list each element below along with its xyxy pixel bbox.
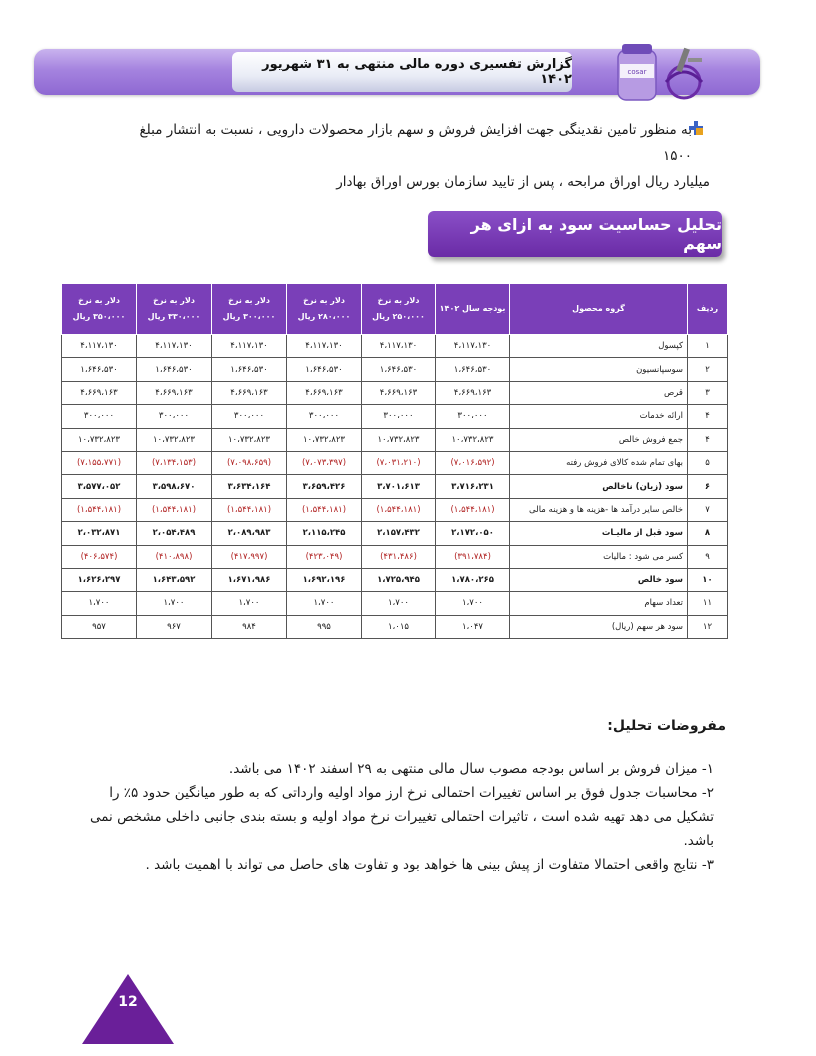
table-row (62, 358, 728, 381)
product-group-cell: تعداد سهام (510, 592, 688, 615)
budget-cell: ۲،۱۷۲،۰۵۰ (436, 522, 510, 545)
budget-cell: ۳۰۰،۰۰۰ (436, 405, 510, 428)
rate-value-cell: ۹۸۴ (212, 615, 287, 638)
product-group-cell: جمع فروش خالص (510, 428, 688, 451)
rate-value-cell: (۱،۵۴۴،۱۸۱) (212, 498, 287, 521)
row-number-cell: ۲ (688, 358, 728, 381)
table-row (62, 522, 728, 545)
product-group-cell: کسر می شود : مالیات (510, 545, 688, 568)
logo-text: cosar (627, 68, 647, 76)
table-row (62, 381, 728, 404)
product-group-cell: سود خالص (510, 568, 688, 591)
assumption-item-3: ۳- نتایج واقعی احتمالا متفاوت از پیش بینی ها خواهد بود و تفاوت های حاصل می تواند با اهمیت باشد . (145, 857, 714, 873)
rate-value-cell: ۱۰،۷۳۲،۸۲۳ (287, 428, 362, 451)
table-row (62, 335, 728, 358)
product-group-cell: سود قبل از مالیـات (510, 522, 688, 545)
table-row (62, 428, 728, 451)
row-number-cell: ۴ (688, 405, 728, 428)
rate-value-cell: ۳۰۰،۰۰۰ (137, 405, 212, 428)
rate-value-cell: ۴،۱۱۷،۱۳۰ (62, 335, 137, 358)
rate-value-cell: (۷،۰۳۱،۲۱۰) (362, 451, 436, 474)
budget-cell: ۴،۶۶۹،۱۶۳ (436, 381, 510, 404)
rate-value-cell: ۱،۷۰۰ (212, 592, 287, 615)
rate-value-cell: ۲،۰۸۹،۹۸۳ (212, 522, 287, 545)
rate-value-cell: ۴،۱۱۷،۱۳۰ (137, 335, 212, 358)
product-group-cell: سود هر سهم (ریال) (510, 615, 688, 638)
product-group-cell: قرص (510, 381, 688, 404)
rate-value-cell: (۷،۱۳۴،۱۵۳) (137, 451, 212, 474)
section-title: تحلیل حساسیت سود به ازای هر سهم (428, 211, 722, 257)
rate-value-cell: (۱،۵۴۴،۱۸۱) (137, 498, 212, 521)
row-number-cell: ۸ (688, 522, 728, 545)
rate-value-cell: ۳،۶۳۴،۱۶۴ (212, 475, 287, 498)
row-number-cell: ۱۲ (688, 615, 728, 638)
page-number: 12 (118, 994, 138, 1010)
assumption-item-1: ۱- میزان فروش بر اساس بودجه مصوب سال مالی منتهی به ۲۹ اسفند ۱۴۰۲ می باشد. (228, 761, 714, 777)
rate-value-cell: ۱،۰۱۵ (362, 615, 436, 638)
rate-value-cell: ۴،۶۶۹،۱۶۳ (62, 381, 137, 404)
rate-value-cell: (۴۰۶،۵۷۴) (62, 545, 137, 568)
row-number-cell: ۵ (688, 451, 728, 474)
budget-cell: (۳۹۱،۷۸۴) (436, 545, 510, 568)
rate-value-cell: ۱،۷۰۰ (62, 592, 137, 615)
table-row (62, 405, 728, 428)
rate-value-cell: ۳،۶۵۹،۴۲۶ (287, 475, 362, 498)
product-group-cell: کپسول (510, 335, 688, 358)
rate-value-cell: ۲،۰۵۴،۴۸۹ (137, 522, 212, 545)
budget-cell: ۴،۱۱۷،۱۳۰ (436, 335, 510, 358)
rate-value-cell: ۱۰،۷۳۲،۸۲۳ (62, 428, 137, 451)
header-rate-300000: دلار به نرخ ۳۰۰،۰۰۰ ریال (212, 284, 287, 335)
budget-cell: ۳،۷۱۶،۲۳۱ (436, 475, 510, 498)
table-row (62, 592, 728, 615)
company-logo (600, 38, 720, 108)
rate-value-cell: ۱،۶۴۶،۵۳۰ (137, 358, 212, 381)
rate-value-cell: (۱،۵۴۴،۱۸۱) (362, 498, 436, 521)
table-row (62, 545, 728, 568)
rate-value-cell: ۱،۶۴۶،۵۳۰ (212, 358, 287, 381)
page-title: گزارش تفسیری دوره مالی منتهی به ۳۱ شهریور ۱۴۰۲ (262, 57, 572, 87)
table-row (62, 498, 728, 521)
header-row-number: ردیف (688, 284, 728, 335)
assumptions-title: مفروضات تحلیل: (607, 718, 726, 734)
bullet-line-1: به منظور تامین نقدینگی جهت افزایش فروش و سهم بازار محصولات دارویی ، نسبت به انتشار مبلغ ۱۵۰۰ (139, 122, 692, 164)
rate-value-cell: ۹۶۷ (137, 615, 212, 638)
table-header-row (62, 284, 728, 335)
table-row (62, 475, 728, 498)
rate-value-cell: ۴،۶۶۹،۱۶۳ (212, 381, 287, 404)
rate-value-cell: ۱،۶۴۶،۵۳۰ (62, 358, 137, 381)
product-group-cell: سوسپانسیون (510, 358, 688, 381)
rate-value-cell: ۳۰۰،۰۰۰ (362, 405, 436, 428)
rate-value-cell: (۴۲۳،۰۴۹) (287, 545, 362, 568)
sensitivity-table (61, 283, 728, 639)
rate-value-cell: (۱،۵۴۴،۱۸۱) (62, 498, 137, 521)
table-row (62, 568, 728, 591)
row-number-cell: ۱ (688, 335, 728, 358)
row-number-cell: ۱۱ (688, 592, 728, 615)
rate-value-cell: ۳،۵۷۷،۰۵۲ (62, 475, 137, 498)
rate-value-cell: ۱،۷۰۰ (287, 592, 362, 615)
table-row (62, 615, 728, 638)
assumptions-list (86, 757, 714, 877)
table-body (62, 335, 728, 639)
row-number-cell: ۴ (688, 428, 728, 451)
header-rate-280000: دلار به نرخ ۲۸۰،۰۰۰ ریال (287, 284, 362, 335)
row-number-cell: ۹ (688, 545, 728, 568)
product-group-cell: خالص سایر درآمد ها -هزینه ها و هزینه مالی (510, 498, 688, 521)
rate-value-cell: (۴۱۰،۸۹۸) (137, 545, 212, 568)
rate-value-cell: ۱۰،۷۳۲،۸۲۳ (212, 428, 287, 451)
table-row (62, 451, 728, 474)
rate-value-cell: (۴۱۷،۹۹۷) (212, 545, 287, 568)
row-number-cell: ۶ (688, 475, 728, 498)
rate-value-cell: ۲،۰۳۲،۸۷۱ (62, 522, 137, 545)
header-product-group: گروه محصول (510, 284, 688, 335)
rate-value-cell: (۴۳۱،۴۸۶) (362, 545, 436, 568)
budget-cell: ۱،۶۴۶،۵۳۰ (436, 358, 510, 381)
rate-value-cell: ۴،۱۱۷،۱۳۰ (212, 335, 287, 358)
rate-value-cell: ۹۹۵ (287, 615, 362, 638)
rate-value-cell: ۴،۱۱۷،۱۳۰ (362, 335, 436, 358)
rate-value-cell: ۳،۵۹۸،۶۷۰ (137, 475, 212, 498)
rate-value-cell: ۹۵۷ (62, 615, 137, 638)
header-rate-250000: دلار به نرخ ۲۵۰،۰۰۰ ریال (362, 284, 436, 335)
rate-value-cell: ۱،۶۴۶،۵۳۰ (287, 358, 362, 381)
rate-value-cell: ۳۰۰،۰۰۰ (212, 405, 287, 428)
product-group-cell: ارائه خدمات (510, 405, 688, 428)
rate-value-cell: ۳۰۰،۰۰۰ (62, 405, 137, 428)
header-rate-350000: دلار به نرخ ۳۵۰،۰۰۰ ریال (62, 284, 137, 335)
rate-value-cell: ۴،۶۶۹،۱۶۳ (362, 381, 436, 404)
row-number-cell: ۱۰ (688, 568, 728, 591)
rate-value-cell: ۱۰،۷۳۲،۸۲۳ (362, 428, 436, 451)
rate-value-cell: ۴،۶۶۹،۱۶۳ (137, 381, 212, 404)
product-group-cell: سود (زیان) ناخالص (510, 475, 688, 498)
rate-value-cell: (۱،۵۴۴،۱۸۱) (287, 498, 362, 521)
budget-cell: (۷،۰۱۶،۵۹۲) (436, 451, 510, 474)
rate-value-cell: ۱،۶۲۶،۲۹۷ (62, 568, 137, 591)
rate-value-cell: ۱،۷۰۰ (362, 592, 436, 615)
budget-cell: ۱،۰۴۷ (436, 615, 510, 638)
bullet-line-2: میلیارد ریال اوراق مرابحه ، پس از تایید سازمان بورس اوراق بهادار (336, 174, 710, 190)
budget-cell: (۱،۵۴۴،۱۸۱) (436, 498, 510, 521)
rate-value-cell: ۱،۶۴۳،۵۹۲ (137, 568, 212, 591)
rate-value-cell: ۱،۶۷۱،۹۸۶ (212, 568, 287, 591)
rate-value-cell: ۳،۷۰۱،۶۱۳ (362, 475, 436, 498)
rate-value-cell: ۱،۶۴۶،۵۳۰ (362, 358, 436, 381)
rate-value-cell: ۲،۱۱۵،۲۴۵ (287, 522, 362, 545)
assumption-item-2: ۲- محاسبات جدول فوق بر اساس تغییرات احتمالی نرخ ارز مواد اولیه وارداتی که به طور میانگین حدود ۵٪ را تشکیل می دهد تهیه شده است ، تاثیرات احتمالی تغییرات نرخ مواد اولیه و بسته بندی جانبی داخلی مشخص نمی باشد. (89, 785, 714, 849)
header-rate-330000: دلار به نرخ ۳۳۰،۰۰۰ ریال (137, 284, 212, 335)
budget-cell: ۱۰،۷۳۲،۸۲۳ (436, 428, 510, 451)
rate-value-cell: (۷،۱۵۵،۷۷۱) (62, 451, 137, 474)
rate-value-cell: ۱،۷۰۰ (137, 592, 212, 615)
rate-value-cell: (۷،۰۹۸،۶۵۹) (212, 451, 287, 474)
budget-cell: ۱،۷۰۰ (436, 592, 510, 615)
product-group-cell: بهای تمام شده کالای فروش رفته (510, 451, 688, 474)
bullet-paragraph (110, 117, 710, 195)
rate-value-cell: ۱،۶۹۲،۱۹۶ (287, 568, 362, 591)
budget-cell: ۱،۷۸۰،۲۶۵ (436, 568, 510, 591)
rate-value-cell: ۴،۱۱۷،۱۳۰ (287, 335, 362, 358)
rate-value-cell: ۱،۷۲۵،۹۴۵ (362, 568, 436, 591)
row-number-cell: ۳ (688, 381, 728, 404)
row-number-cell: ۷ (688, 498, 728, 521)
rate-value-cell: ۲،۱۵۷،۴۳۲ (362, 522, 436, 545)
rate-value-cell: ۳۰۰،۰۰۰ (287, 405, 362, 428)
header-budget: بودجه سال ۱۴۰۲ (436, 284, 510, 335)
rate-value-cell: (۷،۰۷۳،۳۹۷) (287, 451, 362, 474)
rate-value-cell: ۱۰،۷۳۲،۸۲۳ (137, 428, 212, 451)
rate-value-cell: ۴،۶۶۹،۱۶۳ (287, 381, 362, 404)
